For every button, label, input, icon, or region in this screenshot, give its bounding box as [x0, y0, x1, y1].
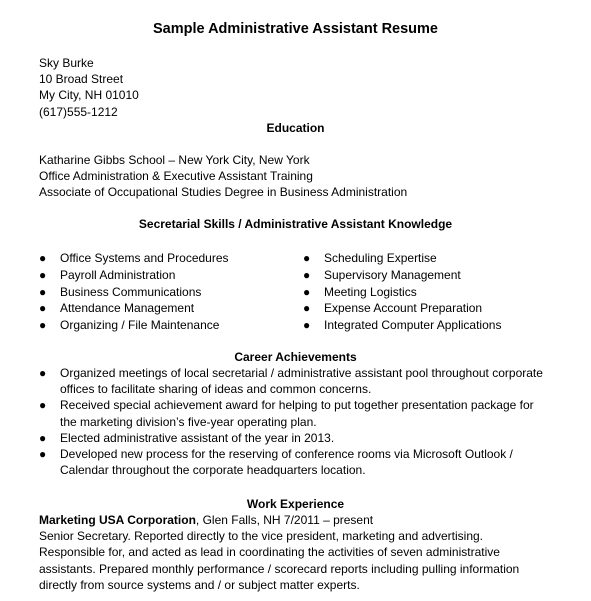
list-item — [303, 300, 553, 317]
achievement-line: Organized meetings of local secretarial / administrative assistant pool throughout corporate — [60, 366, 543, 380]
list-item — [39, 397, 559, 429]
bullet-icon: ● — [303, 284, 311, 299]
skill-label: Business Communications — [60, 284, 202, 299]
achievement-line: Developed new process for the reserving of conference rooms via Microsoft Outlook / — [60, 446, 513, 461]
list-item — [303, 267, 553, 284]
work-employer-line — [39, 512, 559, 528]
skill-label: Supervisory Management — [324, 267, 461, 282]
achievement-line: Received special achievement award for helping to put together presentation package for — [60, 398, 534, 413]
work-company: Marketing USA Corporation — [39, 513, 196, 527]
work-block — [39, 512, 559, 593]
education-degree: Associate of Occupational Studies Degree in Business Administration — [39, 185, 408, 200]
bullet-icon: ● — [303, 301, 311, 316]
skills-right-list — [303, 250, 553, 334]
work-description-line: assistants. Prepared monthly performance / scorecard reports including pulling information — [39, 561, 520, 576]
bullet-icon: ● — [39, 318, 47, 333]
education-block — [39, 152, 559, 201]
skill-label: Organizing / File Maintenance — [60, 318, 220, 333]
list-item — [39, 267, 289, 284]
bullet-icon: ● — [303, 251, 311, 265]
list-item — [39, 317, 289, 334]
skill-label: Integrated Computer Applications — [324, 318, 502, 333]
bullet-icon: ● — [39, 284, 47, 299]
work-heading: Work Experience — [246, 497, 345, 511]
skill-label: Scheduling Expertise — [324, 251, 437, 265]
bullet-icon: ● — [303, 318, 311, 333]
achievements-list — [39, 365, 559, 478]
list-item — [39, 284, 289, 301]
list-item — [39, 300, 289, 317]
contact-block — [39, 55, 559, 120]
work-description-line: Responsible for, and acted as lead in coordinating the activities of seven administrative — [39, 545, 500, 560]
skill-label: Expense Account Preparation — [324, 301, 483, 316]
bullet-icon: ● — [39, 366, 47, 380]
work-description-line: directly from source systems and / or subject matter experts. — [39, 577, 360, 592]
achievement-line: Calendar throughout the corporate headquarters location. — [60, 463, 366, 478]
education-training: Office Administration & Executive Assistant Training — [39, 169, 313, 184]
list-item — [39, 430, 559, 446]
list-item — [303, 317, 553, 334]
list-item — [39, 250, 289, 267]
bullet-icon: ● — [39, 301, 47, 316]
contact-city: My City, NH 01010 — [39, 88, 139, 103]
list-item — [39, 365, 559, 397]
achievement-line: offices to facilitate sharing of ideas and common concerns. — [60, 382, 372, 397]
achievements-heading: Career Achievements — [234, 350, 357, 364]
bullet-icon: ● — [39, 251, 47, 265]
work-location-dates: , Glen Falls, NH 7/2011 – present — [195, 513, 374, 527]
contact-name: Sky Burke — [39, 56, 94, 70]
achievement-line: Elected administrative assistant of the year in 2013. — [60, 430, 335, 445]
contact-phone: (617)555-1212 — [39, 104, 118, 119]
skills-left-list — [39, 250, 289, 334]
achievement-line: the marketing division’s five-year operating plan. — [60, 414, 317, 429]
bullet-icon: ● — [39, 446, 47, 461]
skills-heading: Secretarial Skills / Administrative Assistant Knowledge — [138, 217, 453, 231]
skill-label: Office Systems and Procedures — [60, 251, 229, 265]
page-title: Sample Administrative Assistant Resume — [153, 21, 438, 37]
work-description-line: Senior Secretary. Reported directly to the vice president, marketing and advertising. — [39, 529, 483, 544]
list-item — [39, 446, 559, 478]
list-item — [303, 284, 553, 301]
bullet-icon: ● — [39, 398, 47, 413]
bullet-icon: ● — [39, 267, 47, 282]
contact-street: 10 Broad Street — [39, 72, 124, 87]
skill-label: Meeting Logistics — [324, 284, 417, 299]
skill-label: Attendance Management — [60, 301, 195, 316]
list-item — [303, 250, 553, 267]
skill-label: Payroll Administration — [60, 267, 176, 282]
bullet-icon: ● — [303, 267, 311, 282]
education-heading: Education — [266, 121, 325, 135]
bullet-icon: ● — [39, 430, 47, 445]
education-school: Katharine Gibbs School – New York City, New York — [39, 153, 310, 167]
